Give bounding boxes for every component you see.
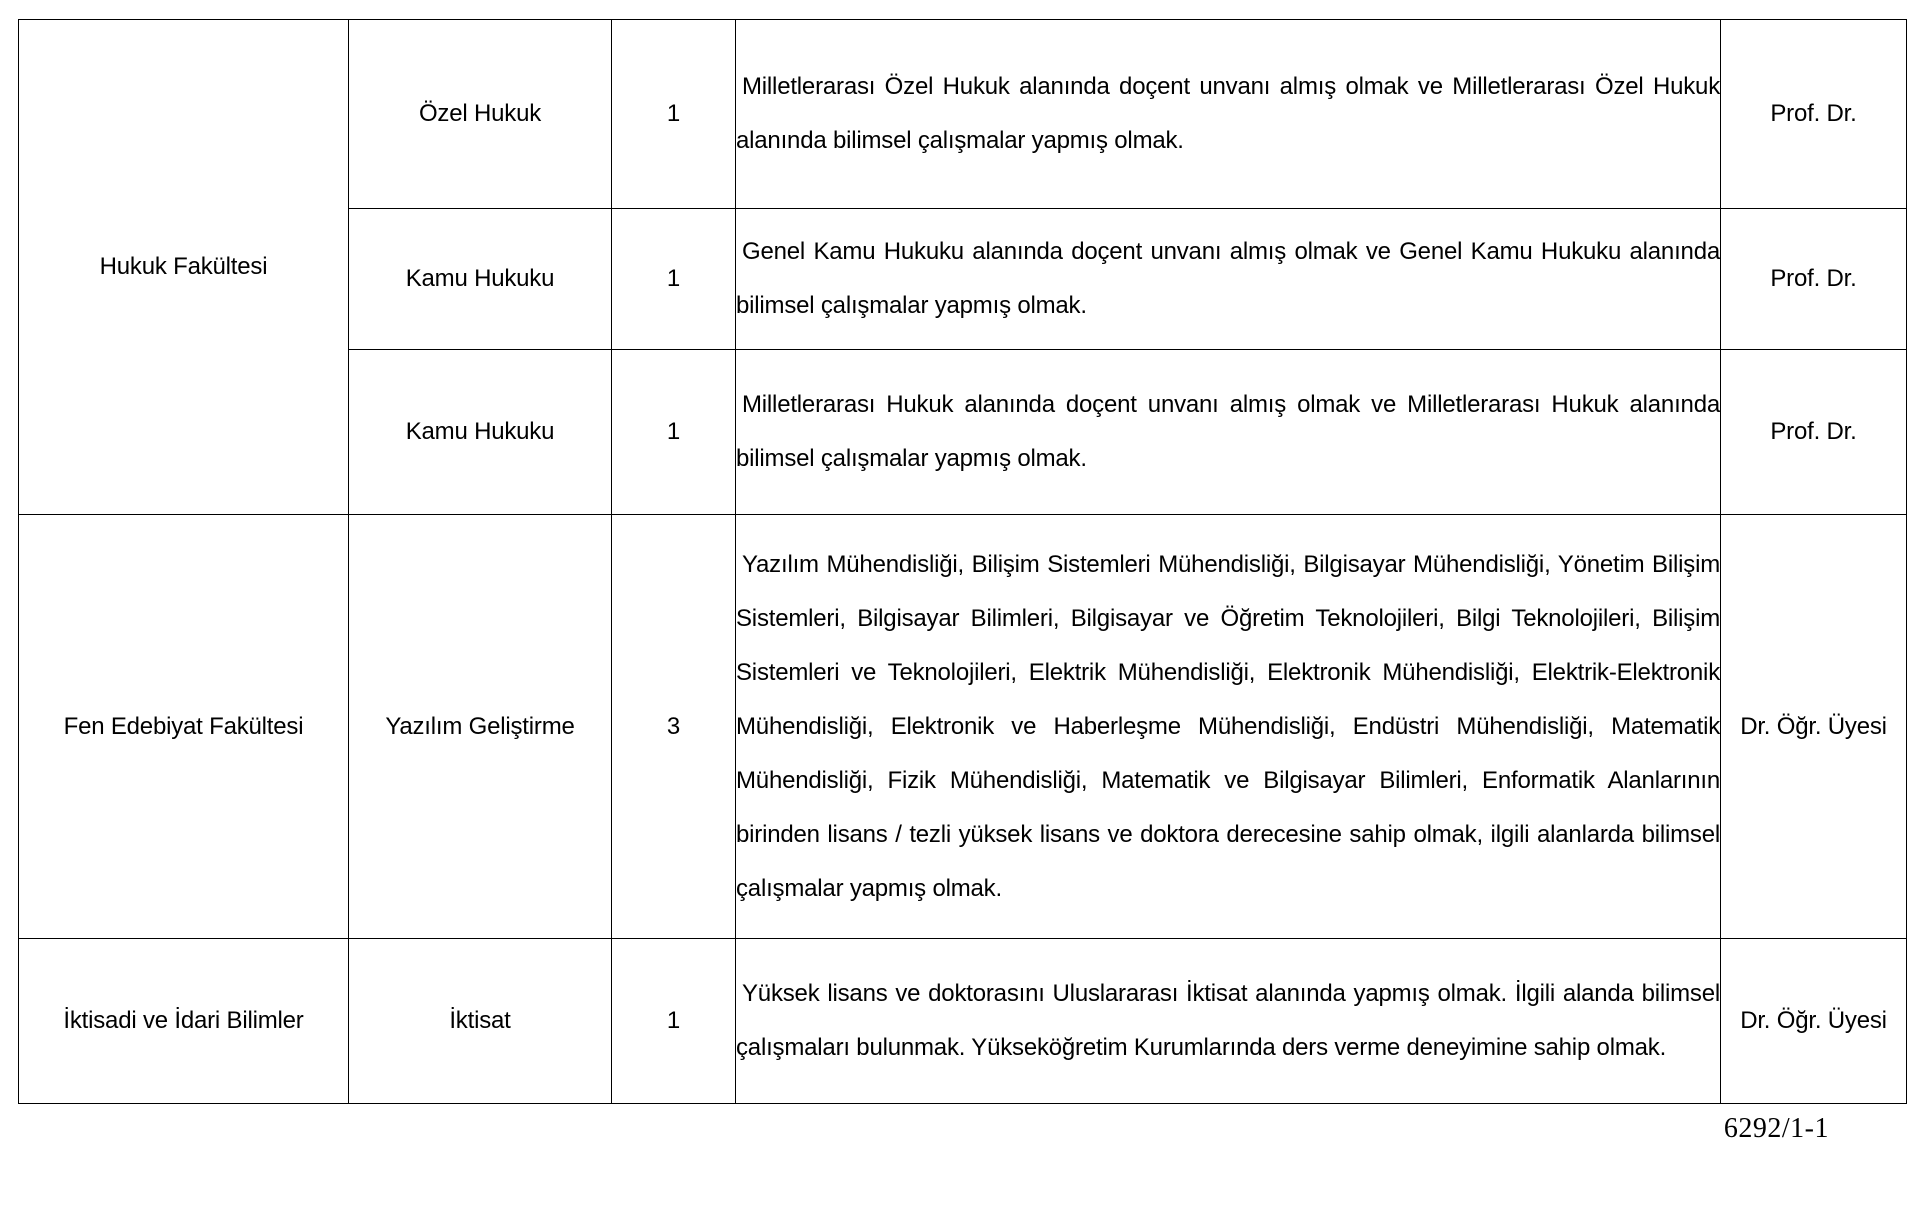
- requirement-cell: [736, 515, 1721, 939]
- table-row: [19, 20, 1907, 209]
- department-cell: Kamu Hukuku: [349, 209, 612, 350]
- table-row: [19, 939, 1907, 1104]
- document-reference-code: 6292/1-1: [1723, 1113, 1829, 1144]
- table-row: [19, 515, 1907, 939]
- position-count-cell: 1: [612, 20, 736, 209]
- academic-title-cell: Prof. Dr.: [1721, 20, 1907, 209]
- requirement-cell: [736, 350, 1721, 515]
- requirement-text: Yüksek lisans ve doktorasını Uluslararası İktisat alanında yapmış olmak. İlgili alanda bilimsel çalışmaları bulunmak. Yükseköğretim Kurumlarında ders verme deneyimine sahip olmak.: [736, 980, 1720, 1061]
- position-count-cell: 3: [612, 515, 736, 939]
- faculty-position-table: [18, 19, 1907, 1104]
- requirement-cell: [736, 939, 1721, 1104]
- department-cell: Özel Hukuk: [349, 20, 612, 209]
- position-count-cell: 1: [612, 350, 736, 515]
- requirement-text: Genel Kamu Hukuku alanında doçent unvanı almış olmak ve Genel Kamu Hukuku alanında bilimsel çalışmalar yapmış olmak.: [736, 238, 1720, 319]
- requirement-text: Milletlerarası Özel Hukuk alanında doçent unvanı almış olmak ve Milletlerarası Özel Hukuk alanında bilimsel çalışmalar yapmış olmak.: [736, 73, 1720, 154]
- faculty-cell: İktisadi ve İdari Bilimler: [19, 939, 349, 1104]
- department-cell: Yazılım Geliştirme: [349, 515, 612, 939]
- department-cell: Kamu Hukuku: [349, 350, 612, 515]
- department-cell: İktisat: [349, 939, 612, 1104]
- academic-title-cell: Dr. Öğr. Üyesi: [1721, 939, 1907, 1104]
- position-count-cell: 1: [612, 209, 736, 350]
- requirement-text: Milletlerarası Hukuk alanında doçent unvanı almış olmak ve Milletlerarası Hukuk alanında bilimsel çalışmalar yapmış olmak.: [736, 391, 1720, 472]
- requirement-text: Yazılım Mühendisliği, Bilişim Sistemleri Mühendisliği, Bilgisayar Mühendisliği, Yönetim Bilişim Sistemleri, Bilgisayar Bilimleri, Bilgisayar ve Öğretim Teknolojileri, Bilgi Teknolojileri, Bilişim Sistemleri ve Teknolojileri, Elektrik Mühendisliği, Elektronik Mühendisliği, Elektrik-Elektronik Mühendisliği, Elektronik ve Haberleşme Mühendisliği, Endüstri Mühendisliği, Matematik Mühendisliği, Fizik Mühendisliği, Matematik ve Bilgisayar Bilimleri, Enformatik Alanlarının birinden lisans / tezli yüksek lisans ve doktora derecesine sahip olmak, ilgili alanlarda bilimsel çalışmalar yapmış olmak.: [736, 550, 1720, 902]
- requirement-cell: [736, 209, 1721, 350]
- academic-title-cell: Prof. Dr.: [1721, 209, 1907, 350]
- faculty-cell: Hukuk Fakültesi: [19, 20, 349, 515]
- academic-title-cell: Dr. Öğr. Üyesi: [1721, 515, 1907, 939]
- faculty-cell: Fen Edebiyat Fakültesi: [19, 515, 349, 939]
- position-count-cell: 1: [612, 939, 736, 1104]
- academic-title-cell: Prof. Dr.: [1721, 350, 1907, 515]
- requirement-cell: [736, 20, 1721, 209]
